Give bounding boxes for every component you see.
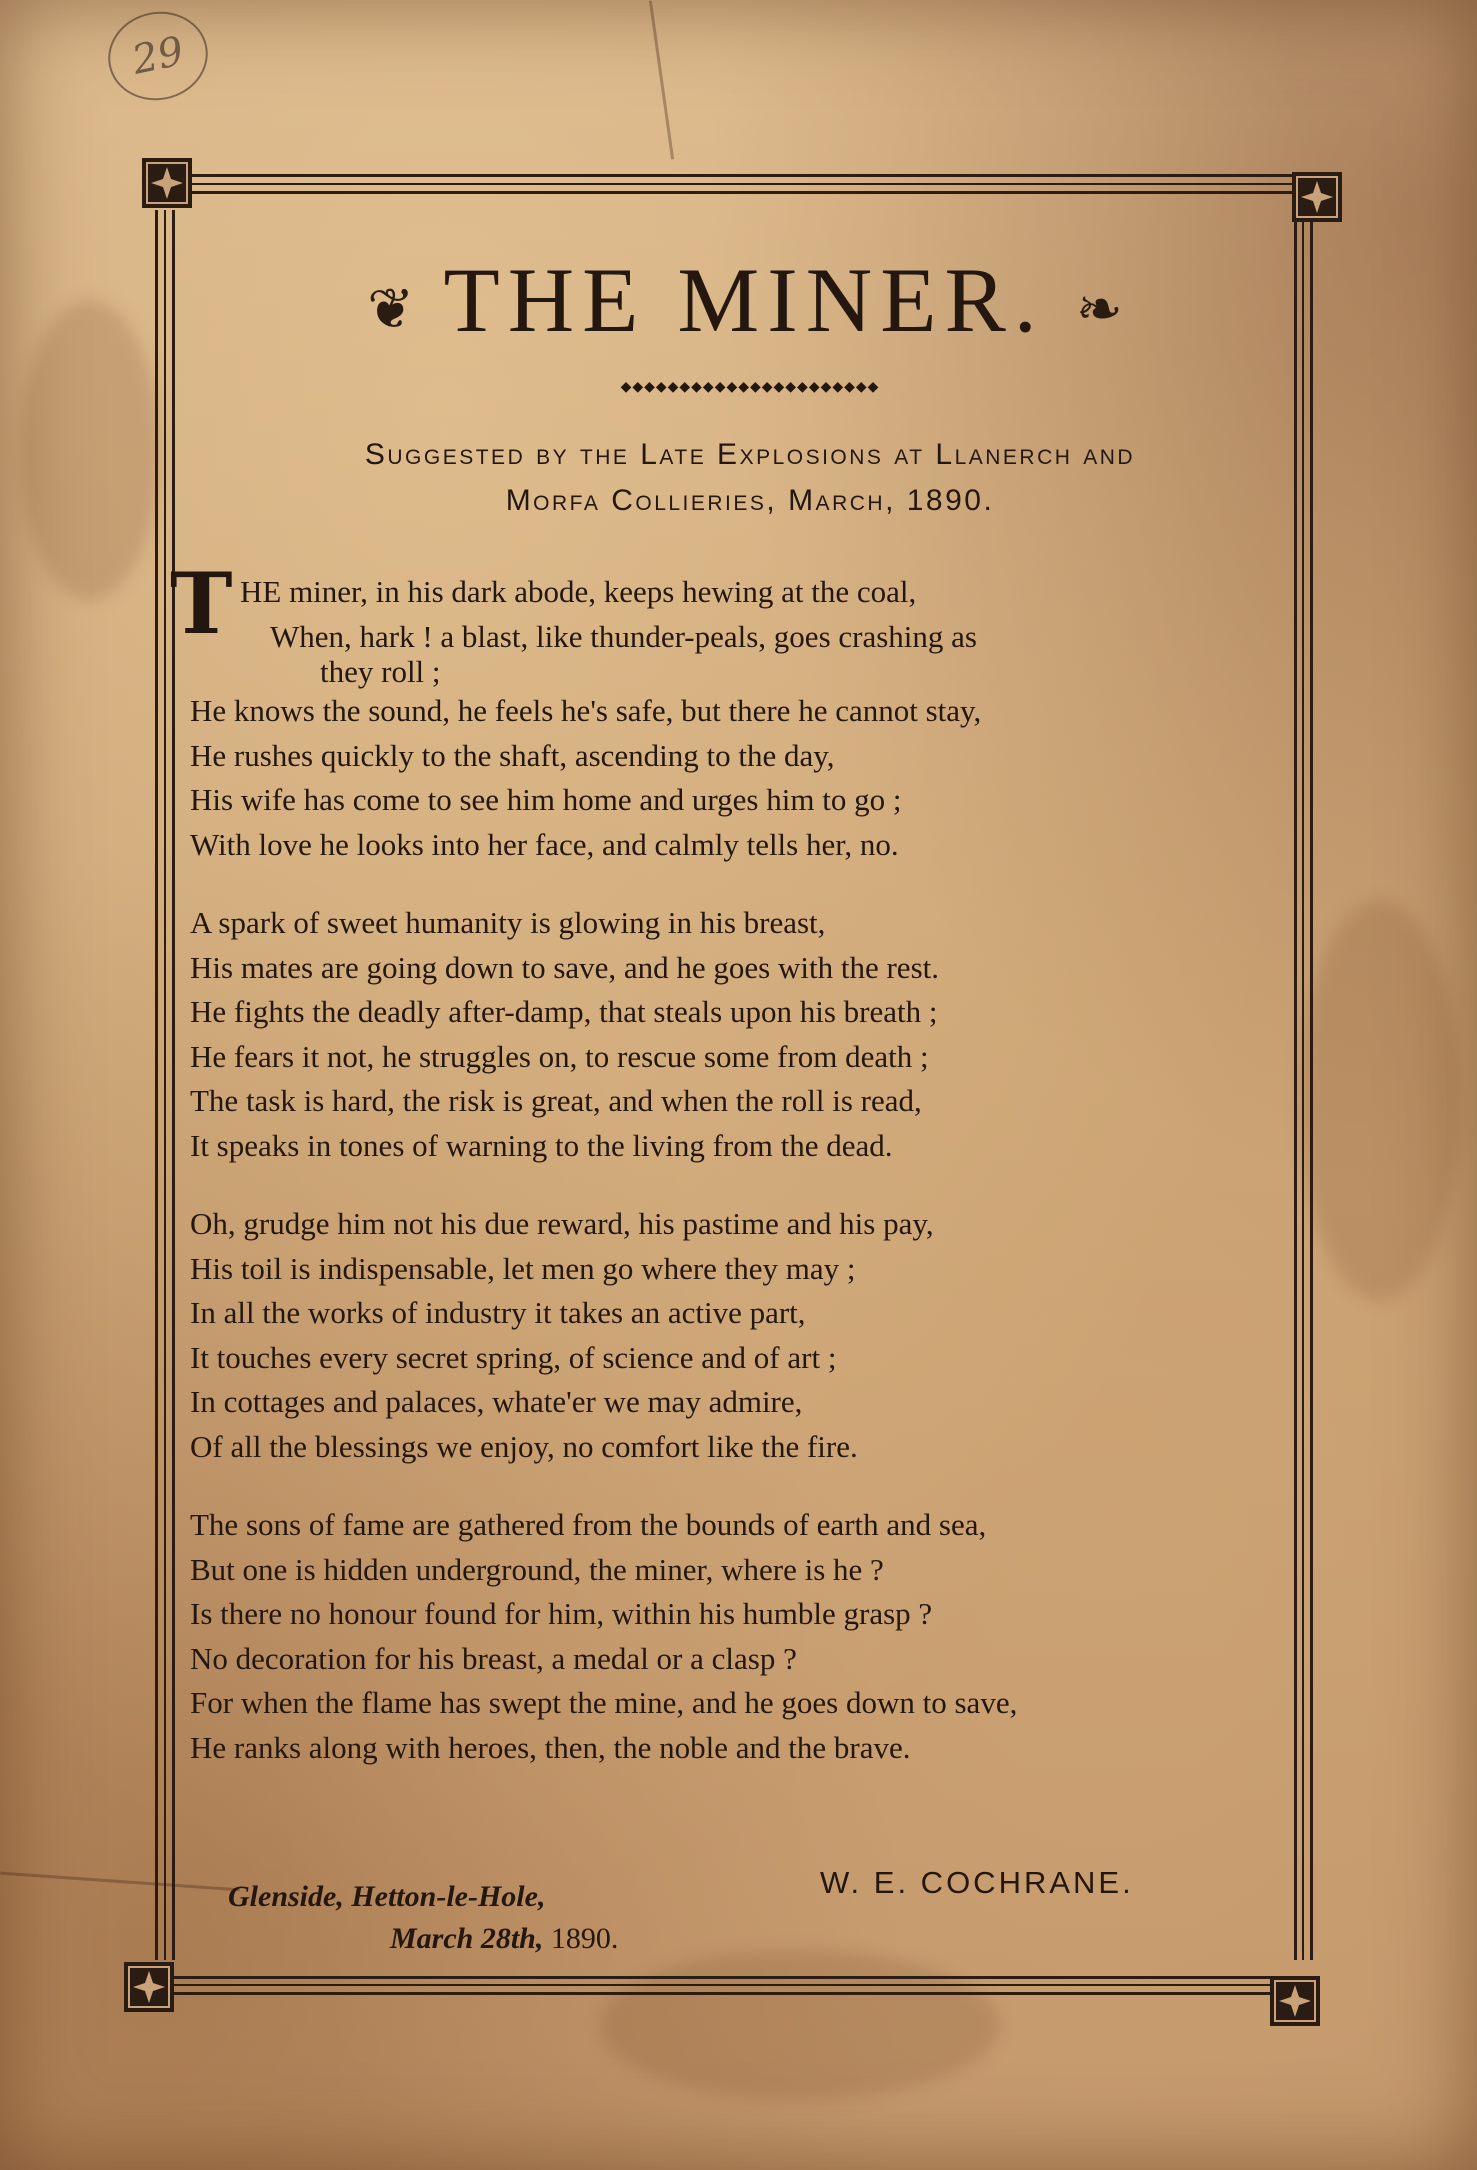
frame-bottom-outer (165, 1992, 1275, 1995)
corner-ornament-icon (1292, 172, 1342, 222)
poem-line: It speaks in tones of warning to the living from the dead. (190, 1127, 893, 1163)
frame-top-middle (170, 183, 1300, 185)
frame-right-outer (1310, 215, 1313, 1960)
left-flourish-icon: ❦ (367, 278, 415, 341)
stanza-3 (190, 1202, 1310, 1469)
poem-line: He rushes quickly to the shaft, ascending to the day, (190, 737, 835, 773)
poem-line: His wife has come to see him home and urges him to go ; (190, 782, 902, 817)
paper-crease (0, 1872, 240, 1892)
place-of-writing: Glenside, Hetton-le-Hole, (228, 1880, 546, 1913)
poem-body (170, 554, 1310, 1804)
date-of-writing (390, 1922, 618, 1956)
subtitle-line-1: Suggested by the Late Explosions at Llanerch and (364, 438, 1136, 471)
frame-top-outer (170, 174, 1300, 177)
right-flourish-icon: ❧ (1075, 278, 1123, 341)
page-title (190, 250, 1300, 360)
poem-line: His toil is indispensable, let men go where they may ; (190, 1250, 856, 1286)
poem-line: In cottages and palaces, whate'er we may admire, (190, 1384, 803, 1419)
poem-line: they roll ; (320, 654, 441, 689)
poem-line-text: HE miner, in his dark abode, keeps hewing at the coal, (240, 574, 917, 609)
poem-line: His mates are going down to save, and he goes with the rest. (190, 949, 939, 985)
frame-left-inner (172, 210, 175, 1960)
frame-left-middle (164, 210, 166, 1960)
poem-line: With love he looks into her face, and calmly tells her, no. (190, 826, 899, 862)
poem-line: No decoration for his breast, a medal or a clasp ? (190, 1640, 797, 1676)
frame-bottom-inner (165, 1976, 1275, 1979)
poem-line: It touches every secret spring, of science and of art ; (190, 1339, 837, 1375)
handwritten-page-number: 29 (100, 3, 216, 110)
poem-line: He fears it not, he struggles on, to rescue some from death ; (190, 1038, 929, 1074)
frame-top-inner (170, 191, 1300, 194)
poem-line: Is there no honour found for him, within his humble grasp ? (190, 1596, 933, 1631)
date-year: 1890. (550, 1922, 619, 1955)
poem-line: The task is hard, the risk is great, and when the roll is read, (190, 1083, 922, 1118)
poem-line: Of all the blessings we enjoy, no comfort like the fire. (190, 1428, 858, 1464)
poem-line: He fights the deadly after-damp, that steals upon his breath ; (190, 994, 938, 1029)
subtitle (230, 432, 1270, 524)
stanza-1 (170, 554, 1310, 867)
stanza-4 (190, 1503, 1310, 1770)
poem-line: Oh, grudge him not his due reward, his pastime and his pay, (190, 1206, 934, 1241)
dropcap-letter: T (170, 554, 233, 653)
author-signature: W. E. COCHRANE. (820, 1865, 1134, 1900)
poem-line: But one is hidden underground, the miner, where is he ? (190, 1551, 884, 1587)
frame-bottom-middle (165, 1984, 1275, 1986)
corner-ornament-icon (142, 158, 192, 208)
stanza-2 (190, 901, 1310, 1168)
subtitle-line-2: Morfa Collieries, March, 1890. (505, 484, 995, 517)
paper-stain (1300, 900, 1460, 1300)
corner-ornament-icon (1270, 1976, 1320, 2026)
poem-line: When, hark ! a blast, like thunder-peals, goes crashing as (270, 618, 977, 654)
frame-left-outer (155, 210, 158, 1960)
corner-ornament-icon (124, 1962, 174, 2012)
paper-crease (649, 1, 674, 160)
date-month-day: March 28th, (390, 1922, 544, 1955)
title-divider: ◆◆◆◆◆◆◆◆◆◆◆◆◆◆◆◆◆◆◆◆◆◆ (620, 380, 880, 394)
poem-line: A spark of sweet humanity is glowing in his breast, (190, 905, 826, 940)
paper-stain (600, 1950, 1000, 2100)
poem-line: For when the flame has swept the mine, and he goes down to save, (190, 1685, 1018, 1720)
paper-stain (20, 300, 160, 600)
poem-line: He knows the sound, he feels he's safe, but there he cannot stay, (190, 693, 982, 728)
title-text: THE MINER. (443, 249, 1045, 351)
poem-line: The sons of fame are gathered from the bounds of earth and sea, (190, 1507, 987, 1542)
poem-line: In all the works of industry it takes an active part, (190, 1295, 806, 1330)
poem-line: He ranks along with heroes, then, the noble and the brave. (190, 1729, 911, 1765)
